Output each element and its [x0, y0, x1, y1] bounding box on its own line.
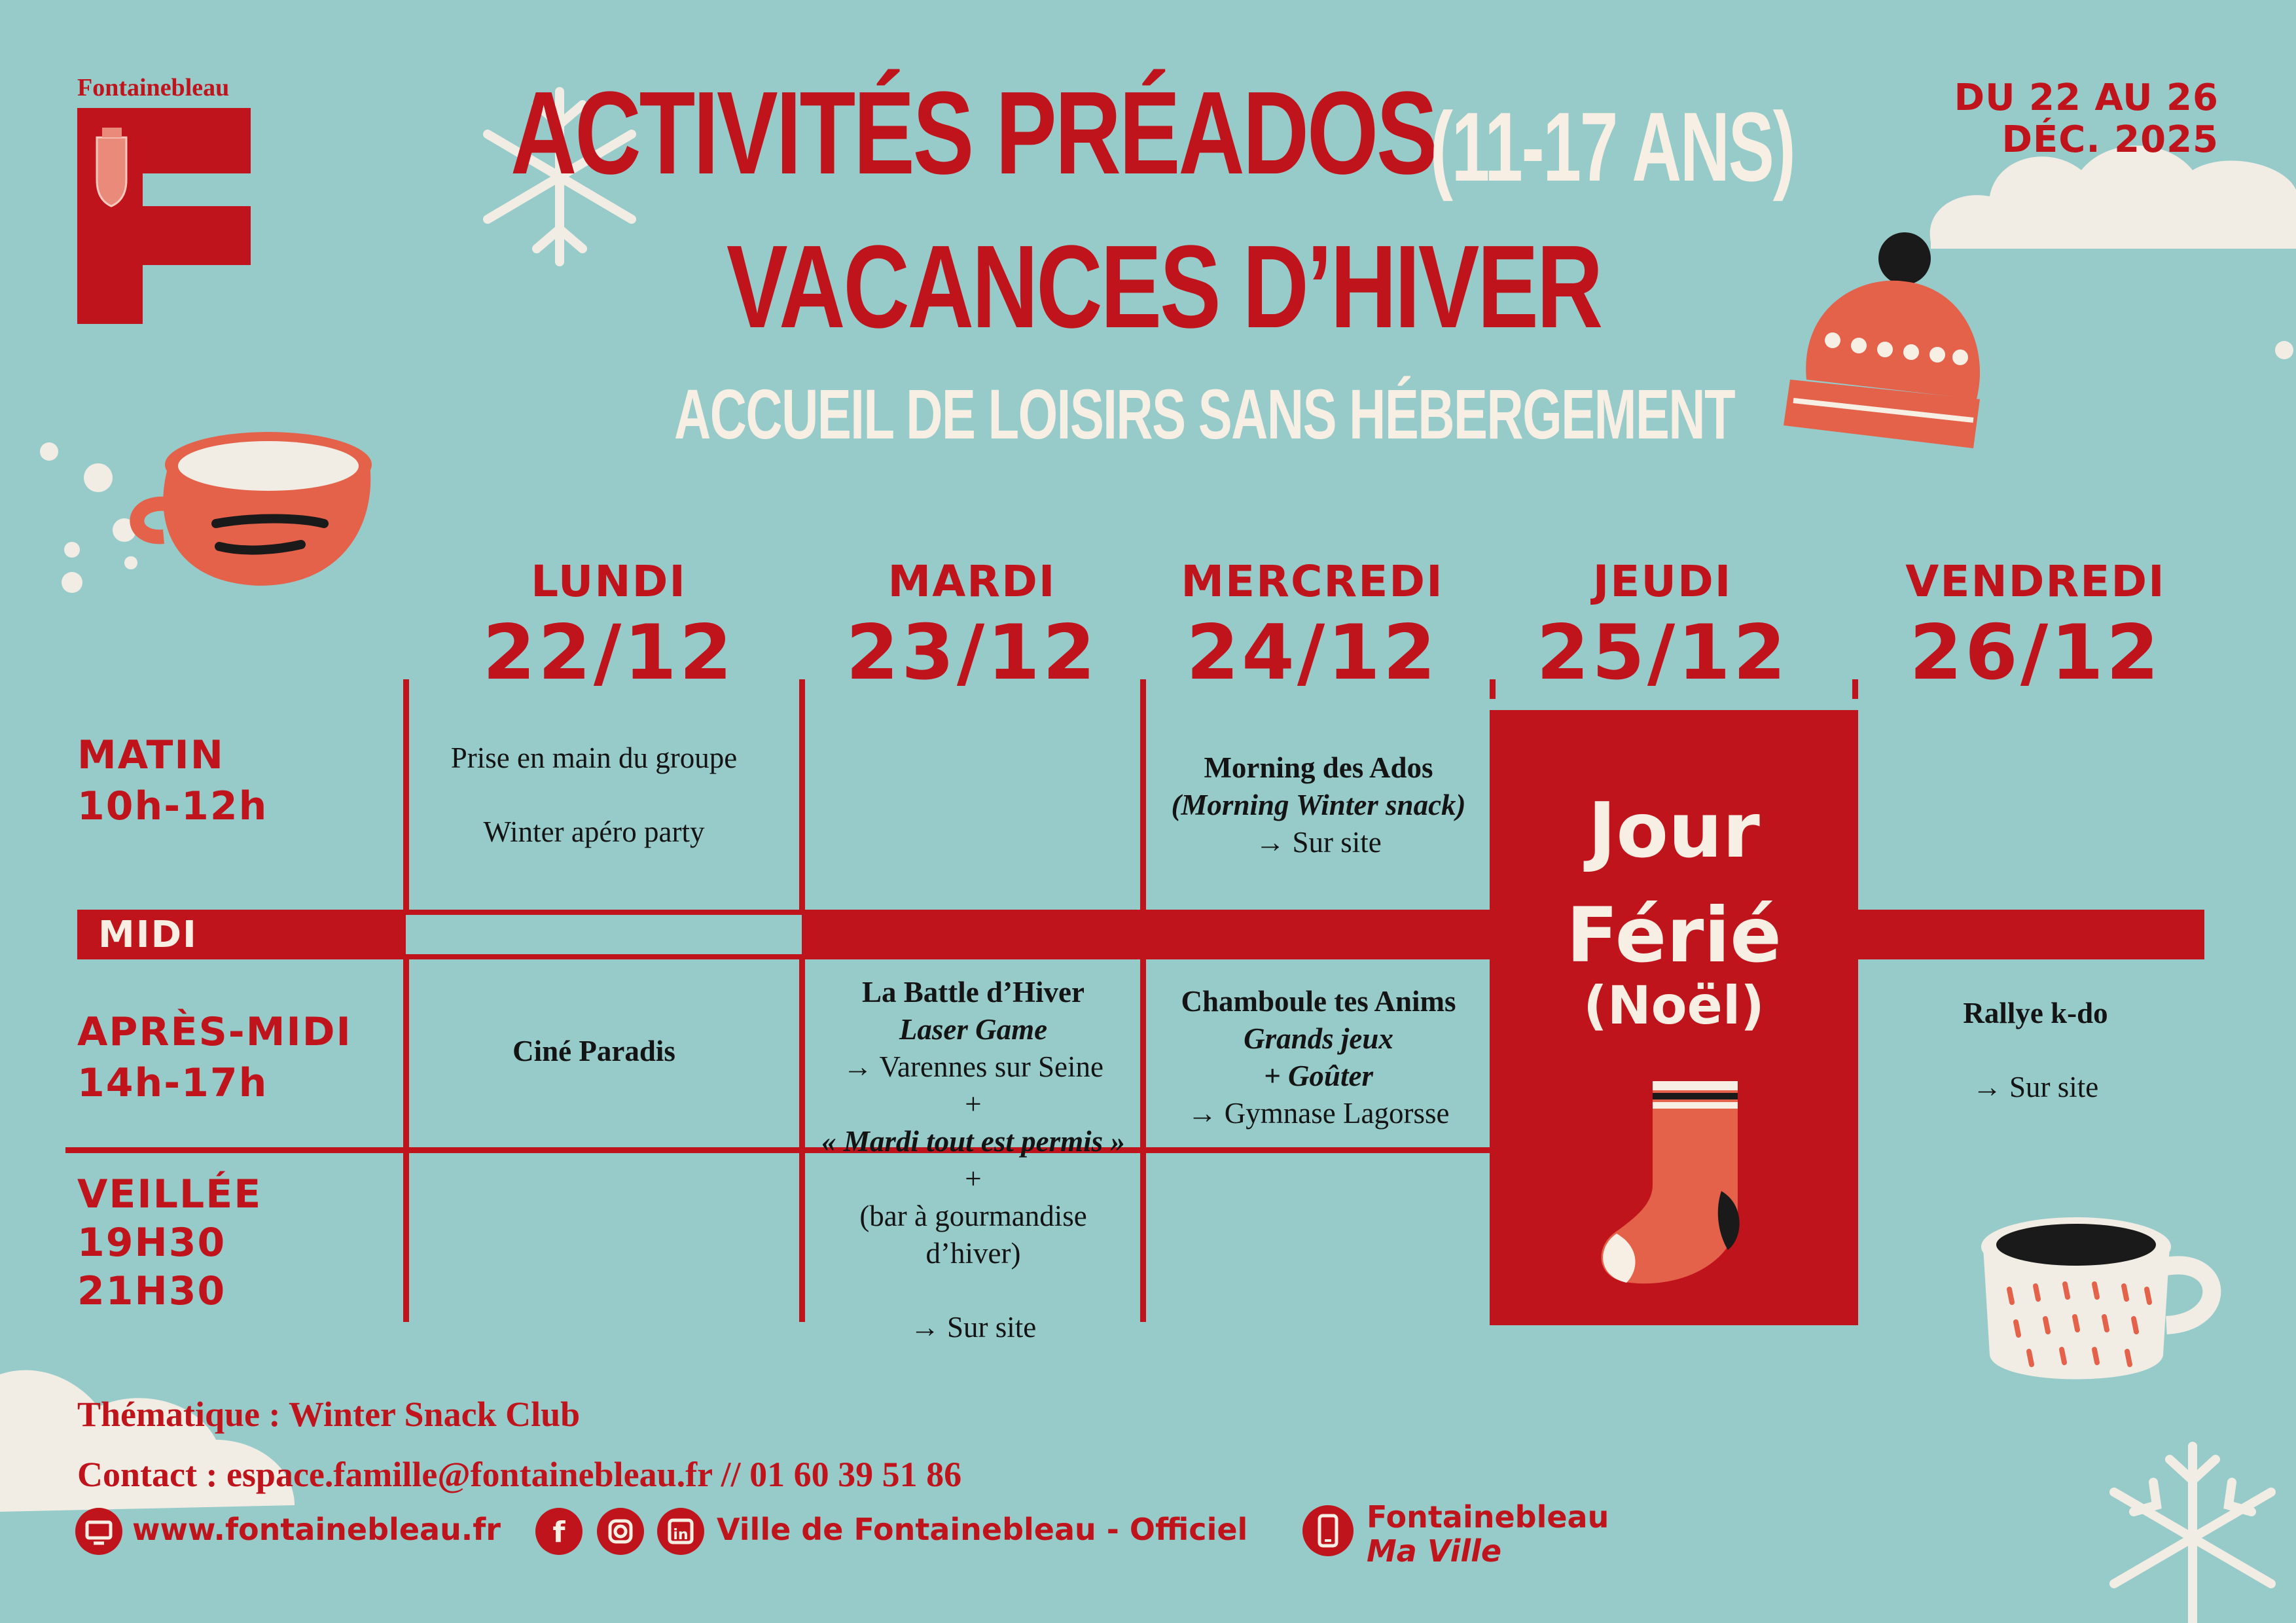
aprem-hours: 14h-17h: [77, 1060, 268, 1106]
holiday-note: (Noël): [1583, 975, 1765, 1036]
veillee-end: 21H30: [77, 1268, 226, 1314]
grid-line-vertical: [403, 679, 409, 1322]
activity-text: Prise en main du groupe: [450, 741, 738, 774]
grid-line-vertical: [1490, 679, 1496, 699]
christmas-sock-icon: [1590, 1073, 1761, 1296]
activity-title: Rallye k-do: [1963, 997, 2108, 1029]
cell-lundi-aprem: Ciné Paradis: [512, 1035, 675, 1067]
cell-vendredi-aprem: [1862, 995, 2209, 1106]
day-date-lundi: 22/12: [482, 609, 735, 697]
cell-mercredi-matin: [1147, 749, 1490, 861]
grid-line-vertical: [1140, 679, 1146, 1322]
grid-line-vertical: [1852, 679, 1858, 699]
day-name-lundi: LUNDI: [531, 556, 687, 607]
activity-location: → Sur site: [1972, 1071, 2099, 1103]
day-date-vendredi: 26/12: [1909, 609, 2162, 697]
instagram-icon[interactable]: [597, 1508, 644, 1555]
matin-hours: 10h-12h: [77, 783, 268, 829]
cloud-bottom-left: [0, 1348, 301, 1531]
activity-plus: +: [965, 1088, 982, 1120]
dates-block: [1898, 77, 2219, 161]
activity-title: Morning des Ados: [1204, 751, 1433, 784]
day-date-jeudi: 25/12: [1536, 609, 1789, 697]
row-label-midi: MIDI: [98, 914, 198, 956]
row-label-aprem: [77, 1007, 352, 1109]
activity-subtitle: Laser Game: [899, 1013, 1048, 1046]
day-name-mercredi: MERCREDI: [1181, 556, 1444, 607]
holiday-line2: Férié: [1566, 891, 1782, 980]
dates-line1: DU 22 AU 26: [1954, 77, 2219, 119]
facebook-icon[interactable]: [535, 1508, 583, 1555]
day-name-vendredi: VENDREDI: [1905, 556, 2166, 607]
row-label-matin: [77, 730, 268, 832]
activity-subtitle: + Goûter: [1264, 1060, 1373, 1092]
cell-lundi-matin: [412, 740, 776, 851]
activity-text: (bar à gourmandise: [859, 1200, 1087, 1232]
footer-theme: Thématique : Winter Snack Club: [77, 1395, 581, 1434]
linkedin-icon[interactable]: [657, 1508, 704, 1555]
smartphone-icon: [1302, 1505, 1354, 1556]
title-line2: VACANCES D’HIVER: [726, 221, 1602, 353]
activity-location: → Gymnase Lagorsse: [1187, 1097, 1450, 1130]
veillee-start: 19H30: [77, 1220, 226, 1266]
veillee-label: VEILLÉE: [77, 1171, 262, 1217]
dates-line2: DÉC. 2025: [2001, 118, 2219, 161]
activity-location: → Sur site: [910, 1311, 1037, 1344]
svg-text:in: in: [673, 1527, 689, 1543]
day-date-mardi: 23/12: [846, 609, 1098, 697]
soup-bowl-icon: [128, 419, 383, 596]
title-main: [511, 65, 1436, 201]
svg-text:f: f: [552, 1516, 565, 1549]
winter-hat-icon: [1780, 229, 1990, 458]
city-logo[interactable]: [77, 108, 254, 324]
matin-label: MATIN: [77, 732, 224, 778]
activity-subtitle: Grands jeux: [1244, 1022, 1393, 1055]
aprem-label: APRÈS-MIDI: [77, 1009, 352, 1055]
midi-gap-lundi: [406, 915, 802, 954]
cell-mercredi-aprem: [1147, 983, 1490, 1132]
activity-title: La Battle d’Hiver: [862, 976, 1085, 1008]
social-handle[interactable]: Ville de Fontainebleau - Officiel: [717, 1512, 1248, 1547]
grid-line-horizontal: [65, 1147, 1499, 1153]
activity-text: d’hiver): [925, 1237, 1021, 1270]
monitor-icon: [75, 1508, 122, 1555]
title-line1: ACTIVITÉS PRÉADOS: [511, 67, 1436, 199]
grid-line-vertical: [799, 679, 805, 1322]
midi-band: [77, 910, 2204, 959]
activity-subtitle: (Morning Winter snack): [1171, 789, 1466, 821]
holiday-text: [1490, 779, 1858, 988]
activity-title: « Mardi tout est permis »: [821, 1125, 1125, 1158]
day-date-mercredi: 24/12: [1186, 609, 1439, 697]
activity-location: → Sur site: [1255, 826, 1382, 859]
website-link[interactable]: www.fontainebleau.fr: [132, 1512, 501, 1547]
app-line1: Fontainebleau: [1367, 1499, 1609, 1535]
snowflake-icon: [2094, 1433, 2291, 1623]
activity-text: Winter apéro party: [483, 815, 705, 848]
cell-mardi-aprem: [806, 974, 1140, 1346]
row-label-veillee: [77, 1170, 262, 1315]
holiday-line1: Jour: [1588, 787, 1760, 875]
activity-title: Chamboule tes Anims: [1181, 985, 1456, 1018]
app-name[interactable]: [1367, 1500, 1609, 1568]
app-line2: Ma Ville: [1367, 1533, 1502, 1569]
coffee-mug-icon: [1970, 1198, 2232, 1394]
day-name-jeudi: JEUDI: [1592, 556, 1732, 607]
snow-dot: [2271, 334, 2296, 366]
title-age: (11-17 ANS): [1430, 92, 1795, 202]
activity-plus: +: [965, 1162, 982, 1195]
activity-location: → Varennes sur Seine: [843, 1050, 1103, 1083]
brand-name: Fontainebleau: [77, 74, 230, 101]
footer-contact[interactable]: Contact : espace.famille@fontainebleau.fr // 01 60 39 51 86: [77, 1455, 962, 1494]
day-name-mardi: MARDI: [888, 556, 1056, 607]
subtitle: ACCUEIL DE LOISIRS SANS HÉBERGEMENT: [674, 374, 1735, 454]
